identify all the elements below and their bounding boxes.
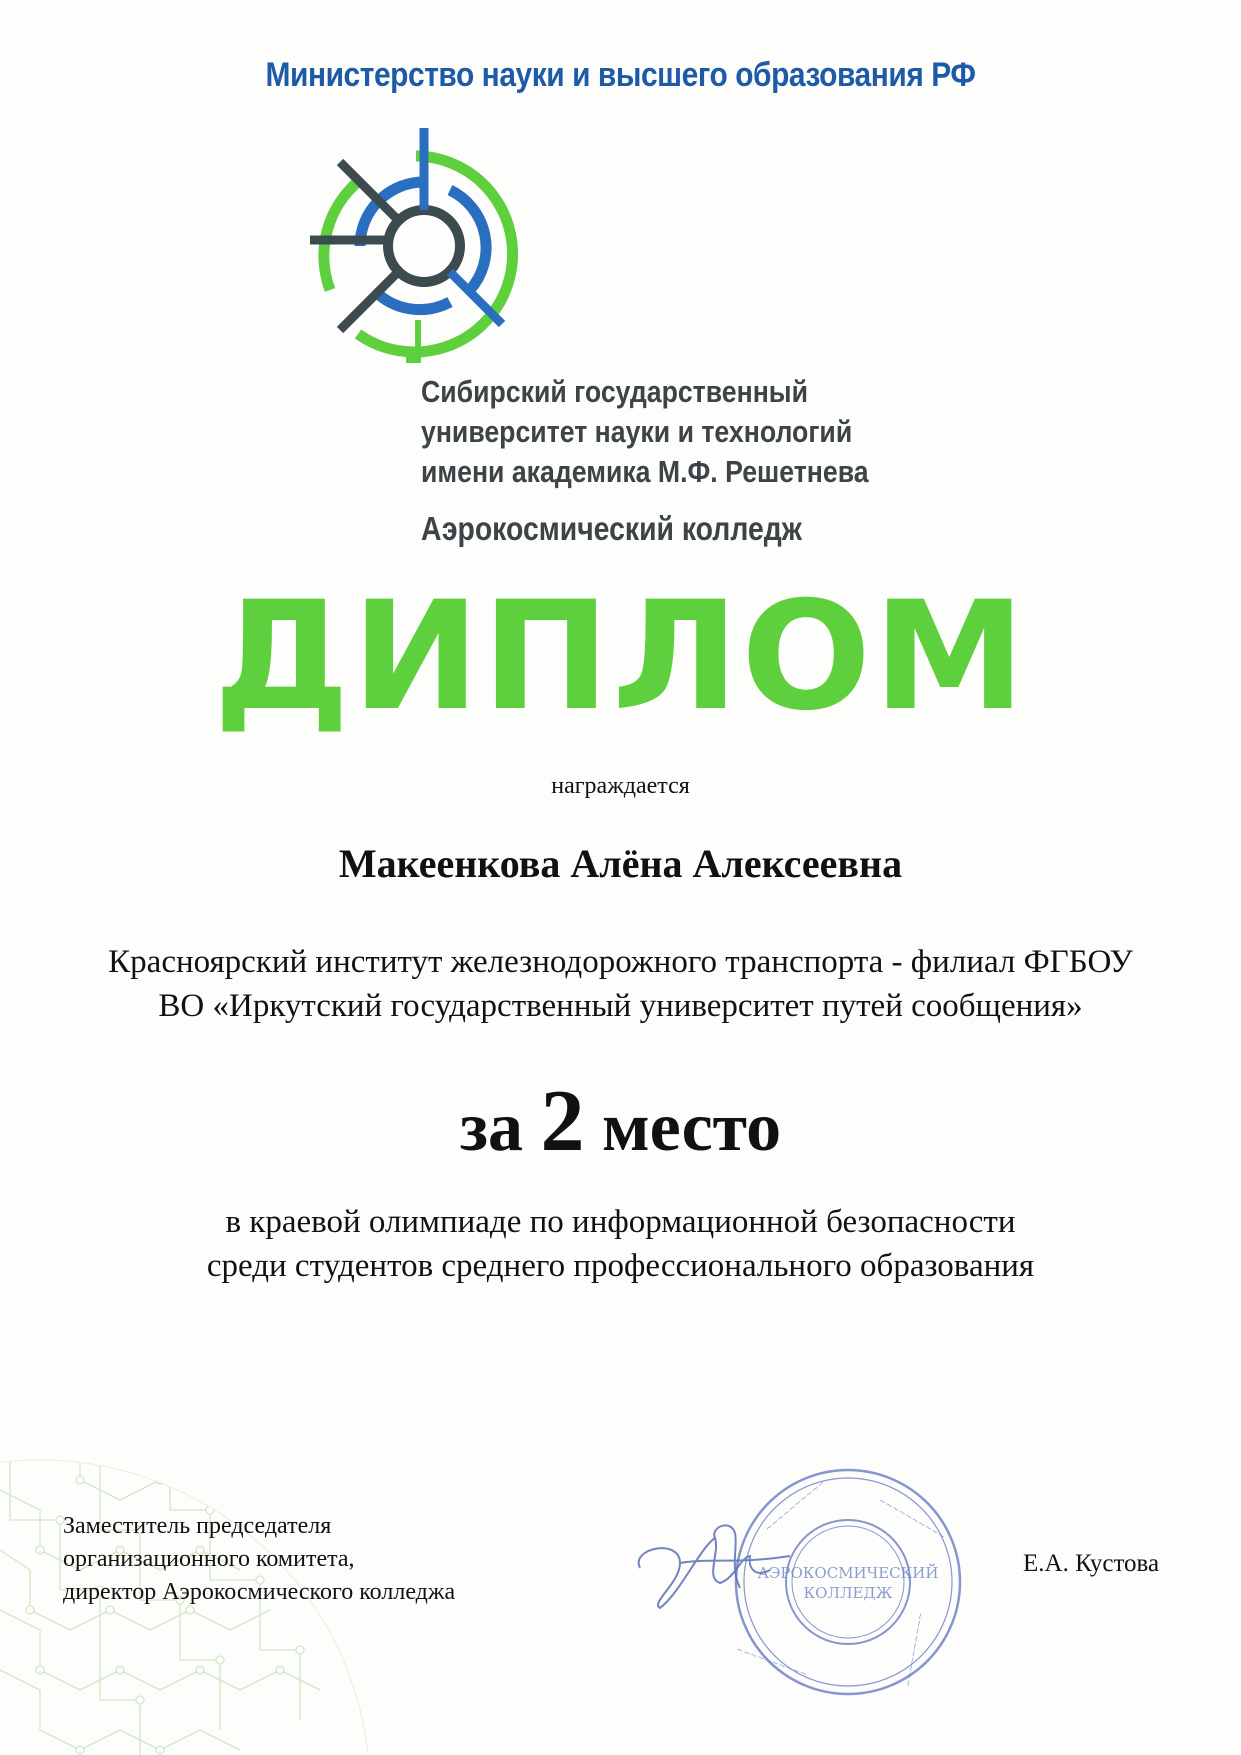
- signer-position: [63, 1510, 455, 1609]
- college-name: Аэрокосмический колледж: [421, 510, 802, 547]
- svg-text:~~~~~~~~~~: ~~~~~~~~~~: [876, 1495, 947, 1543]
- stamp-text-line: АЭРОКОСМИЧЕСКИЙ: [757, 1564, 939, 1582]
- diploma-title: ДИПЛОМ: [213, 570, 1028, 744]
- institution-line: Красноярский институт железнодорожного транспорта - филиал ФГБОУ: [108, 944, 1133, 980]
- ministry-title: Министерство науки и высшего образования РФ: [265, 56, 976, 94]
- university-name: [421, 372, 937, 492]
- sibsau-logo-icon: [300, 120, 540, 370]
- signer-position-line: организационного комитета,: [63, 1546, 355, 1572]
- institution-line: ВО «Иркутский государственный университет путей сообщения»: [158, 988, 1083, 1024]
- handwritten-signature-icon: [620, 1508, 840, 1618]
- svg-text:~~~~~~~~~~: ~~~~~~~~~~: [763, 1478, 828, 1535]
- signer-name: Е.А. Кустова: [1023, 1550, 1160, 1577]
- recipient-name: Макеенкова Алёна Алексеевна: [338, 841, 903, 886]
- place-prefix: за: [459, 1089, 523, 1166]
- event-description: [0, 1200, 1241, 1288]
- place-suffix: место: [602, 1089, 782, 1166]
- awarded-label: награждается: [551, 773, 690, 799]
- event-line: в краевой олимпиаде по информационной безопасности: [225, 1204, 1016, 1240]
- signer-position-line: директор Аэрокосмического колледжа: [63, 1579, 456, 1605]
- signer-position-line: Заместитель председателя: [63, 1513, 332, 1539]
- university-line: университет науки и технологий: [421, 414, 853, 449]
- stamp-text-line: КОЛЛЕДЖ: [803, 1584, 893, 1602]
- university-line: имени академика М.Ф. Решетнева: [421, 454, 869, 489]
- event-line: среди студентов среднего профессионального образования: [206, 1248, 1035, 1284]
- institution: [0, 940, 1241, 1028]
- place-number: 2: [540, 1073, 585, 1170]
- place-award: [0, 1073, 1241, 1170]
- university-line: Сибирский государственный: [421, 374, 808, 409]
- svg-text:~~~~~~~~~~: ~~~~~~~~~~: [901, 1611, 925, 1688]
- svg-text:~~~~~~~~~~: ~~~~~~~~~~: [734, 1643, 810, 1679]
